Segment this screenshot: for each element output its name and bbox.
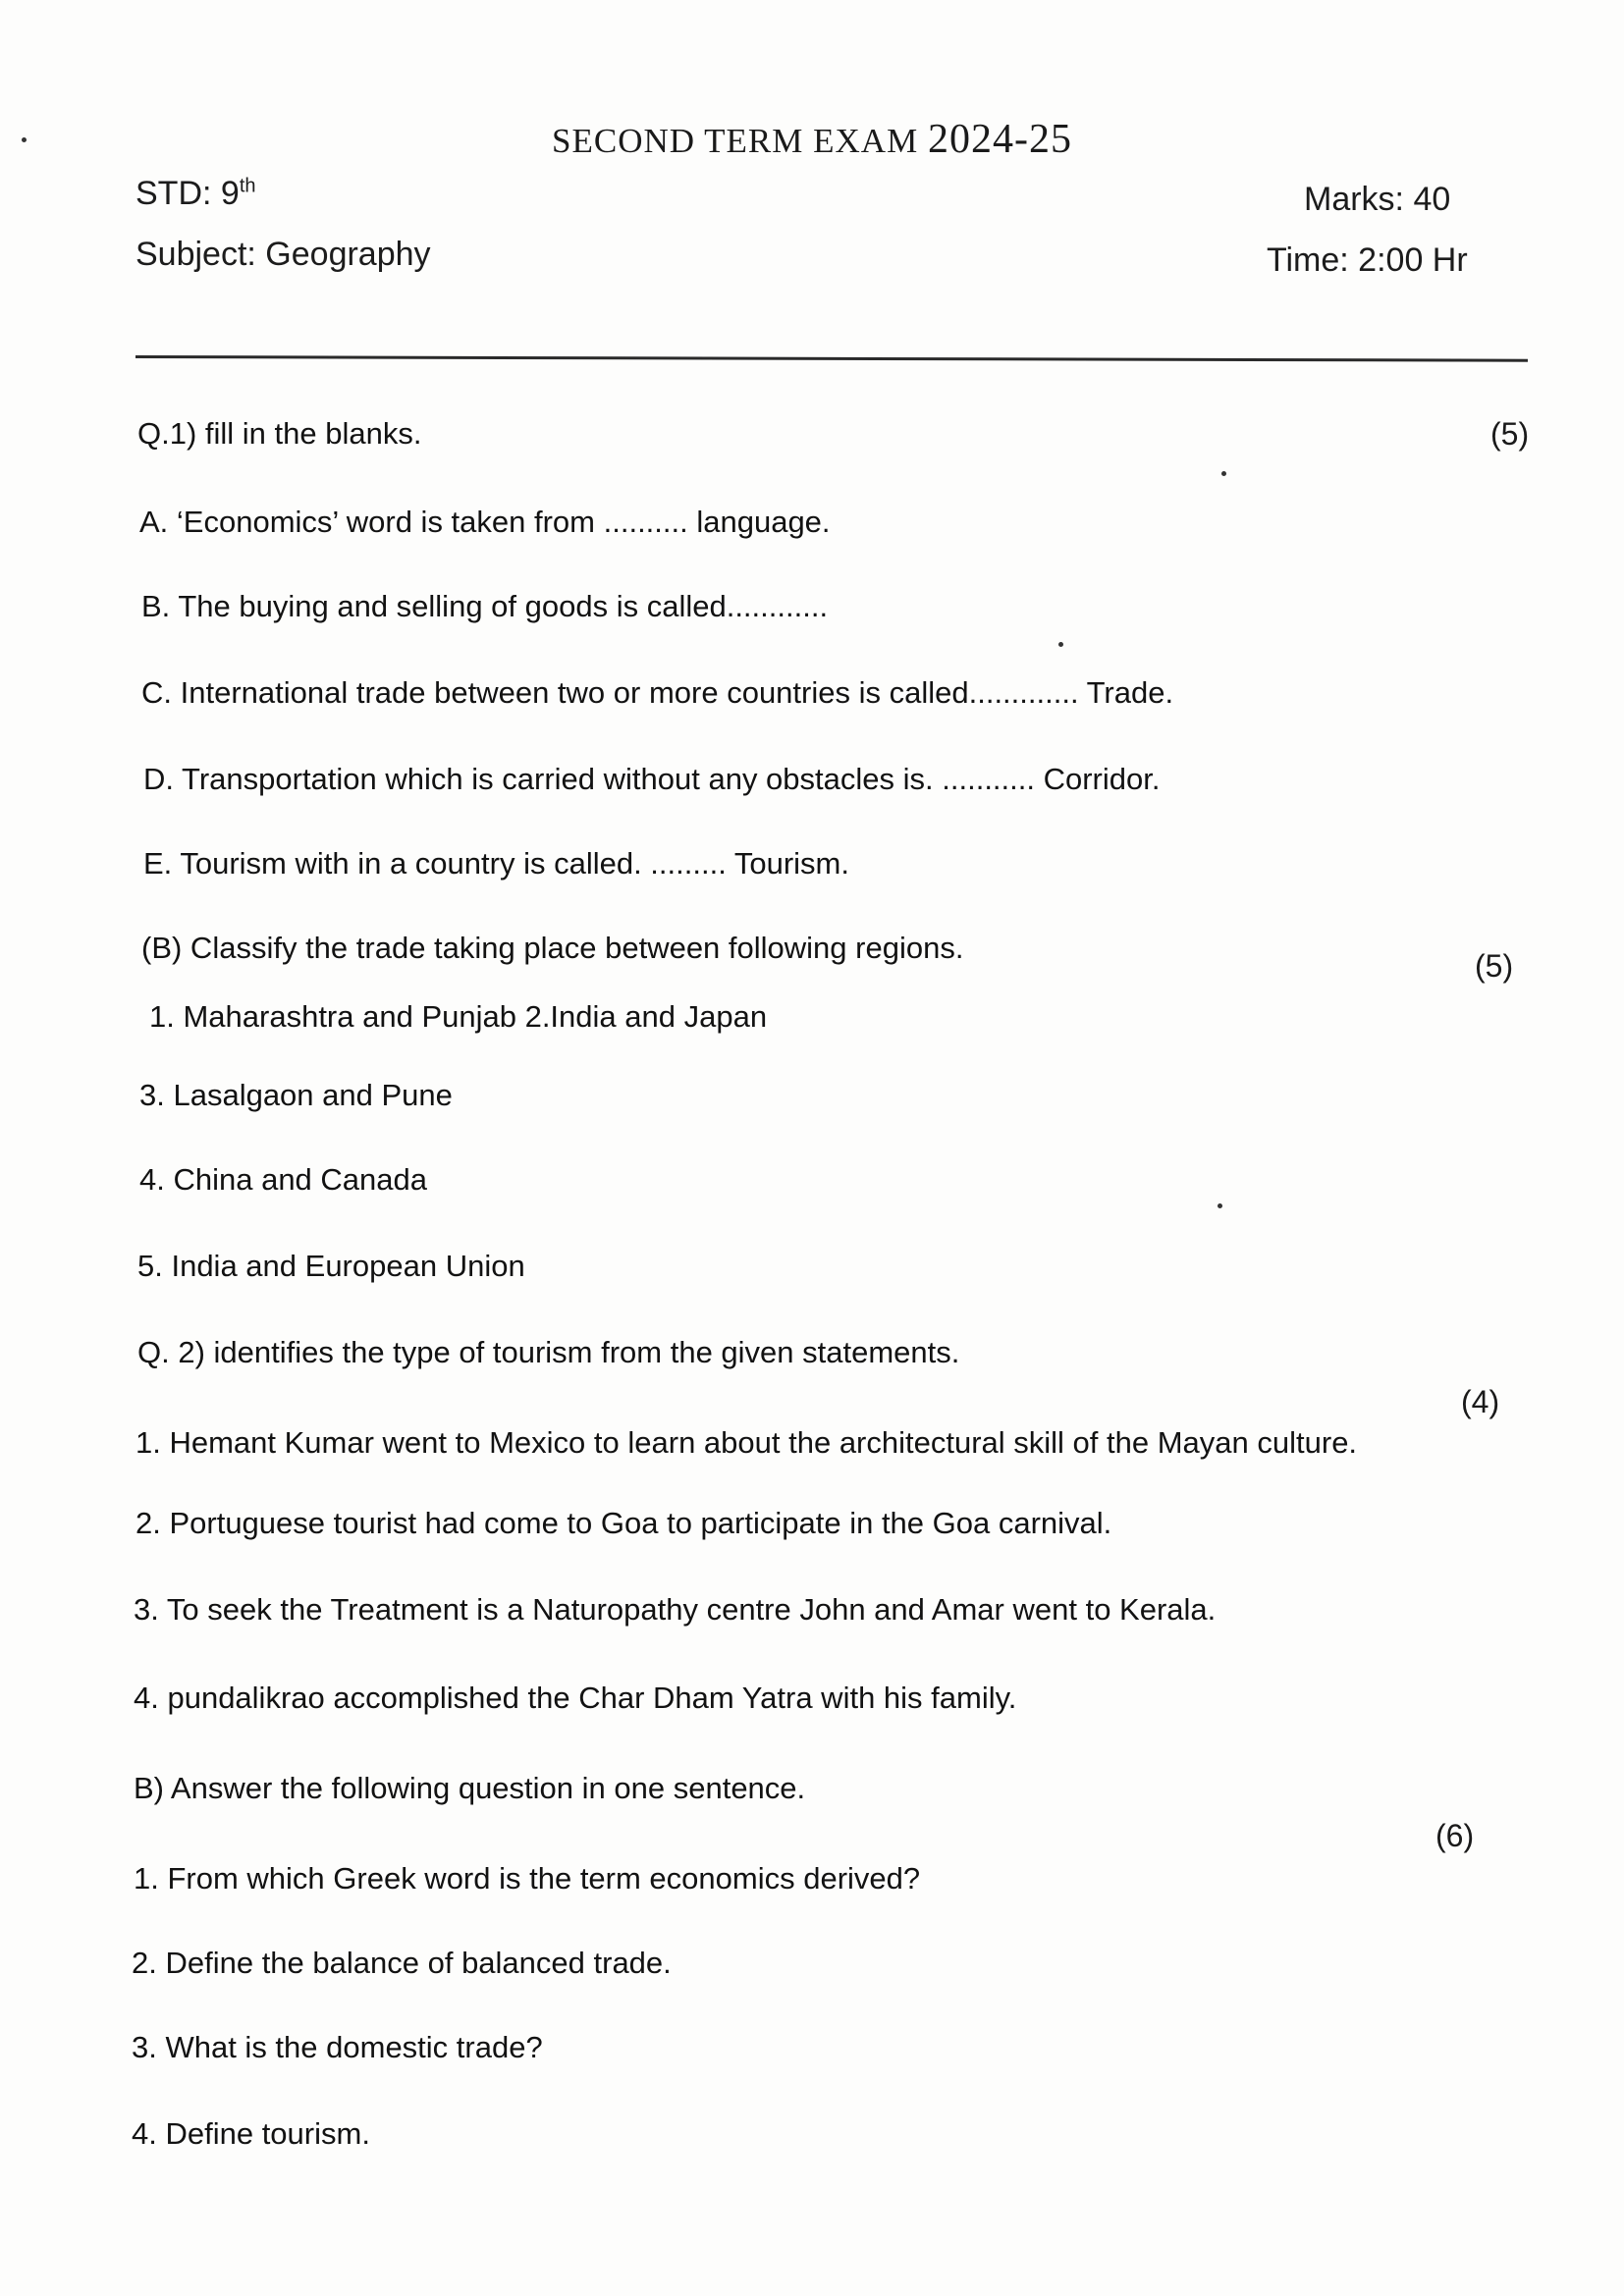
q1b-item-4: 4. China and Canada [139,1162,428,1197]
scan-speck [1221,471,1226,476]
exam-title [0,116,1624,163]
q2-heading: Q. 2) identifies the type of tourism from the given statements. [137,1335,960,1369]
q2b-item-3: 3. What is the domestic trade? [132,2030,543,2064]
q2-item-2: 2. Portuguese tourist had come to Goa to participate in the Goa carnival. [135,1506,1112,1540]
q1b-marks: (5) [1475,948,1514,984]
time-label: Time: 2:00 Hr [1267,241,1468,279]
q1b-item-1: 1. Maharashtra and Punjab 2.India and Japan [149,999,768,1034]
q1b-item-3: 3. Lasalgaon and Pune [139,1078,453,1112]
subject-label: Subject: Geography [135,236,431,273]
exam-year: 2024-25 [927,117,1072,162]
q1b-item-5: 5. India and European Union [137,1249,525,1283]
q2b-heading: B) Answer the following question in one sentence. [134,1771,806,1805]
header-divider [135,355,1528,362]
q2b-item-4: 4. Define tourism. [132,2116,370,2151]
std-superscript: th [239,175,256,197]
q2-marks: (4) [1461,1384,1500,1419]
q2-item-4: 4. pundalikrao accomplished the Char Dham Yatra with his family. [134,1681,1017,1715]
q1-item-b: B. The buying and selling of goods is called............ [141,589,829,623]
q2b-marks: (6) [1435,1818,1475,1853]
scan-speck [1218,1203,1222,1208]
scan-speck [22,137,27,142]
exam-title-main: SECOND TERM EXAM [552,122,928,160]
q2-item-1: 1. Hemant Kumar went to Mexico to learn about the architectural skill of the Mayan culture. [135,1425,1358,1460]
q2b-item-1: 1. From which Greek word is the term economics derived? [134,1861,921,1896]
q1-item-d: D. Transportation which is carried without any obstacles is. ........... Corridor. [143,762,1161,796]
q1-marks: (5) [1490,416,1530,452]
q1-heading: Q.1) fill in the blanks. [137,416,422,451]
q1b-heading: (B) Classify the trade taking place between following regions. [141,931,964,965]
std-label [135,175,256,213]
q2-item-3: 3. To seek the Treatment is a Naturopathy centre John and Amar went to Kerala. [134,1592,1217,1627]
q2b-item-2: 2. Define the balance of balanced trade. [132,1946,672,1980]
marks-label: Marks: 40 [1304,181,1451,218]
q1-item-a: A. ‘Economics’ word is taken from .......... language. [139,505,831,539]
q1-item-e: E. Tourism with in a country is called. ......... Tourism. [143,846,849,881]
std-text: STD: 9 [135,175,240,212]
q1-item-c: C. International trade between two or more countries is called............. Trade. [141,675,1174,710]
scan-speck [1058,642,1063,647]
